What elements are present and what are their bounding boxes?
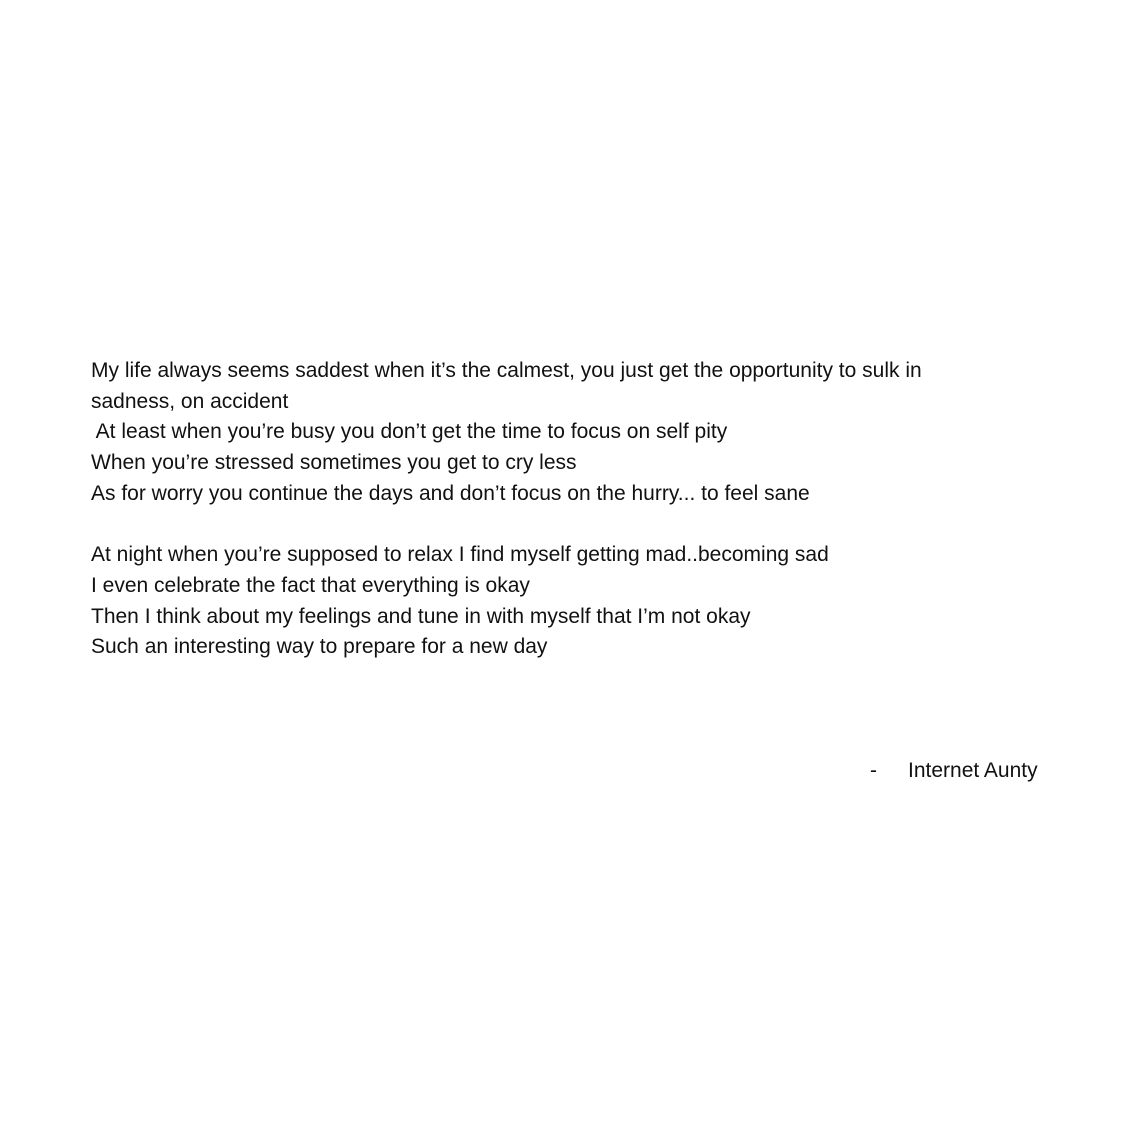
poem-line: Such an interesting way to prepare for a new day xyxy=(91,635,548,659)
poem-line: At night when you’re supposed to relax I find myself getting mad..becoming sad xyxy=(91,543,829,567)
poem-line: When you’re stressed sometimes you get to cry less xyxy=(91,451,577,475)
signature xyxy=(870,756,1038,787)
poem-line: I even celebrate the fact that everything is okay xyxy=(91,573,530,597)
poem-line: My life always seems saddest when it’s the calmest, you just get the opportunity to sulk in xyxy=(91,359,922,382)
stanza-break xyxy=(91,510,1071,541)
poem-line: Then I think about my feelings and tune in with myself that I’m not okay xyxy=(91,604,751,628)
poem-line: At least when you’re busy you don’t get the time to focus on self pity xyxy=(91,420,728,444)
signature-dash: - xyxy=(870,759,877,782)
poem-body xyxy=(91,356,1071,663)
poem-line: As for worry you continue the days and don’t focus on the hurry... to feel sane xyxy=(91,481,810,505)
signature-author: Internet Aunty xyxy=(908,759,1038,782)
poem-line: sadness, on accident xyxy=(91,389,289,413)
